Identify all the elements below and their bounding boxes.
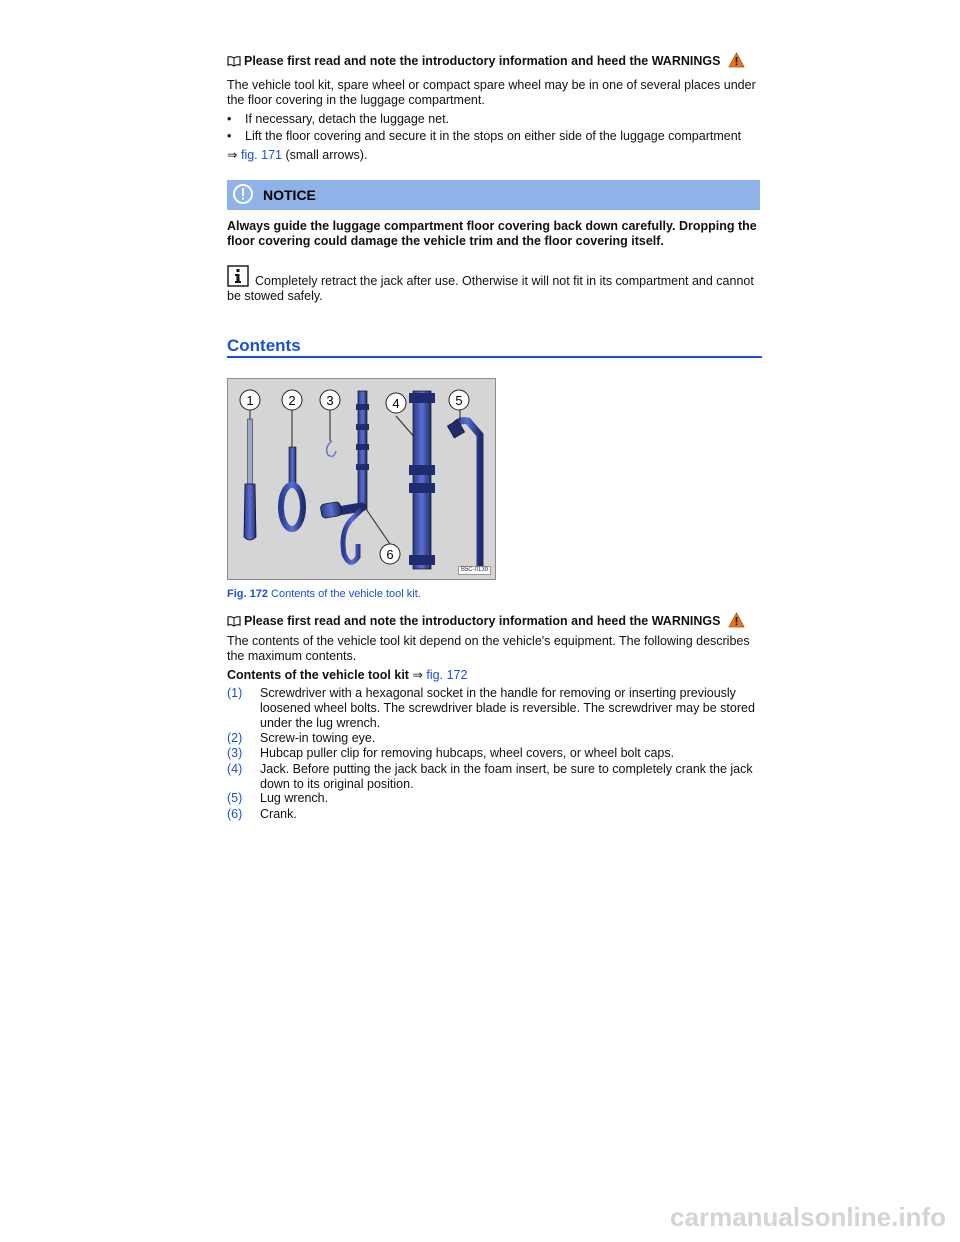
figure-image-id: B5C-0139 <box>458 566 491 575</box>
contents-heading: Contents <box>227 336 762 358</box>
svg-text:2: 2 <box>288 393 296 408</box>
callout-4 <box>386 393 406 413</box>
bullet-dot: • <box>227 129 232 143</box>
intro-reference: Please first read and note the introductory information and heed the WARNINGS <box>227 612 763 629</box>
svg-text:3: 3 <box>326 393 334 408</box>
fig-reference-line: ⇒ fig. 171 (small arrows). <box>227 148 368 162</box>
figure-caption: Fig. 172 Contents of the vehicle tool kit. <box>227 588 421 600</box>
notice-label: NOTICE <box>263 187 316 203</box>
tool-kit-illustration <box>228 379 495 579</box>
svg-text:1: 1 <box>246 393 254 408</box>
watermark: carmanualsonline.info <box>670 1202 946 1232</box>
svg-text:6: 6 <box>386 547 394 562</box>
book-icon <box>227 55 241 67</box>
fig-171-link[interactable]: fig. 171 <box>240 148 282 162</box>
svg-text:4: 4 <box>392 396 400 411</box>
contents-list-title: Contents of the vehicle tool kit ⇒ fig. 172 <box>227 668 468 682</box>
callout-3 <box>320 390 340 410</box>
warning-triangle-icon[interactable] <box>728 612 745 628</box>
notice-text: Always guide the luggage compartment floor covering back down carefully. Dropping the floor covering could damage the vehicle trim and the floor covering itself. <box>227 219 757 248</box>
tool-kit-figure <box>227 378 496 580</box>
fig-172-link[interactable]: fig. 172 <box>426 668 468 682</box>
callout-5 <box>449 390 469 410</box>
callout-6 <box>380 544 400 564</box>
info-icon <box>227 265 249 287</box>
book-icon <box>227 615 241 627</box>
notice-header <box>227 180 760 210</box>
tool-kit-location-paragraph: The vehicle tool kit, spare wheel or compact spare wheel may be in one of several places under the floor covering in the luggage compartment. <box>227 78 756 107</box>
bullet-dot: • <box>227 112 232 126</box>
callout-1 <box>240 390 260 410</box>
contents-paragraph: The contents of the vehicle tool kit depend on the vehicle's equipment. The following describes the maximum contents. <box>227 634 750 663</box>
warning-triangle-icon[interactable] <box>728 52 745 68</box>
exclamation-circle-icon <box>232 183 254 205</box>
svg-text:5: 5 <box>455 393 463 408</box>
info-note: Completely retract the jack after use. Otherwise it will not fit in its compartment and cannot be stowed safely. <box>227 265 763 304</box>
intro-reference: Please first read and note the introductory information and heed the WARNINGS <box>227 52 763 69</box>
callout-2 <box>282 390 302 410</box>
